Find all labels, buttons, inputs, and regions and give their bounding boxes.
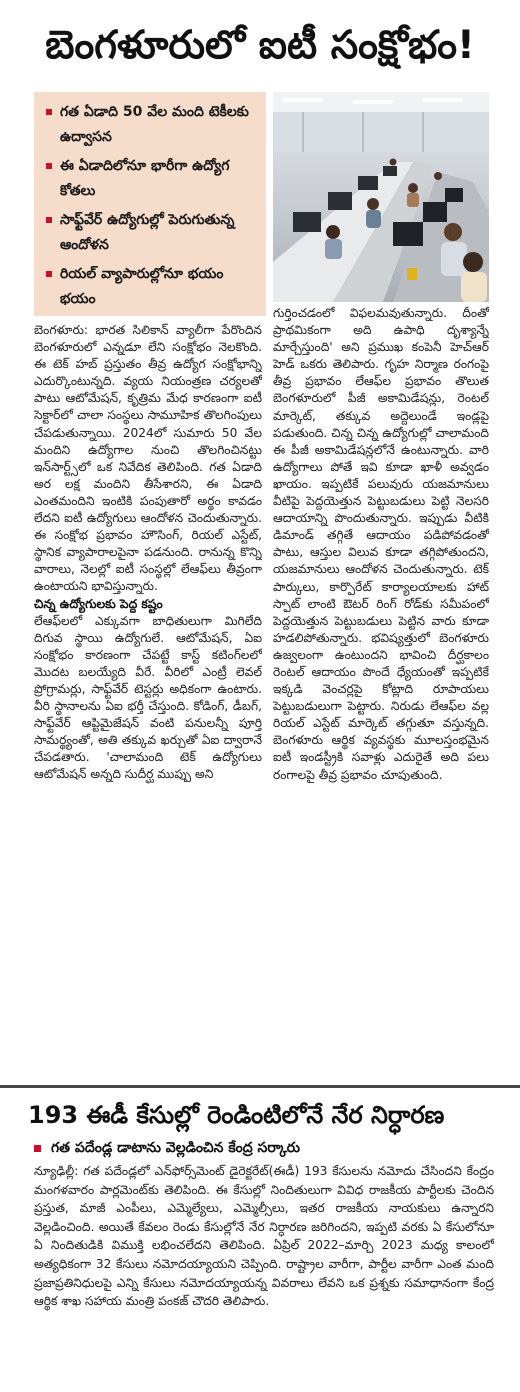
article-subheading: చిన్న ఉద్యోగులకు పెద్ద కష్టం [34,596,163,611]
highlight-item [46,262,258,312]
highlight-text: గత ఏడాది 50 వేల మంది టెకీలకు ఉద్వాసన [60,104,249,145]
highlight-text: ఈ ఏడాదిలోనూ భారీగా ఉద్యోగ కోతలు [60,158,230,199]
bullet-square-icon [34,1145,41,1152]
article-paragraph: లేఆఫ్‌లలో ఎక్కువగా బాధితులుగా మిగిలేది దిగువ స్థాయి ఉద్యోగులే. ఆటోమేషన్, ఏఐ సంక్షోభం కారణంగా చేపట్టే కాస్ట్ కటింగ్‌లలో మొదట బలయ్యేది వీరే. వీరిలో ఎంట్రీ లెవల్ ప్రోగ్రామర్లు, సాఫ్ట్‌వేర్ టెస్టర్లు అధికంగా ఉంటారు. వీరి స్థానాలను ఏఐ భర్తీ చేస్తుంది. కోడింగ్, డీబగ్, సాఫ్ట్‌వేర్ ఆప్టిమైజేషన్ వంటి పనులన్నీ పూర్తి సామర్థ్యంతో, అతి తక్కువ ఖర్చుతో ఏఐ ద్వారానే చేపడతారు. 'చాలామంది టెక్ ఉద్యోగులు ఆటోమేషన్ అన్నది సుదీర్ఘ ముప్పు అని [34,613,262,782]
article2-body: న్యూఢిల్లీ: గత పదేండ్లలో ఎన్‌ఫోర్స్‌మెంట్ డైరెక్టరేట్(ఈడీ) 193 కేసులను నమోదు చేసిందని కేంద్రం మంగళవారం పార్లమెంట్‌కు తెలిపింది. ఈ కేసుల్లో నిందితులుగా వివిధ రాజకీయ పార్టీలకు చెందిన ప్రస్తుత, మాజీ ఎంపీలు, ఎమ్మెల్యేలు, ఎమ్మెల్సీలు, ఇతర రాజకీయ నాయకులు ఉన్నారని వెల్లడించింది. అయితే కేవలం రెండు కేసుల్లోనే నేర నిర్ధారణ జరిగిందని, ఇప్పటి వరకు ఏ కేసులోనూ ఏ నిందితుడికి విముక్తి లభించలేదని తెలిపింది. ఏప్రిల్ 2022–మార్చి 2023 మధ్య కాలంలో అత్యధికంగా 32 కేసులు నమోదయ్యాయని చెప్పింది. రాష్ట్రాల వారీగా, పార్టీల వారీగా ఎంత మంది ప్రజాప్రతినిధులపై ఎన్ని కేసులు నమోదయ్యాయన్న వివరాలు లేవని ఒక ప్రశ్నకు సమాధానంగా కేంద్ర ఆర్థిక శాఖ సహాయ మంత్రి పంకజ్ చౌదరి తెలిపారు. [34,1164,494,1309]
article2-headline: 193 ఈడీ కేసుల్లో రెండింటిలోనే నేర నిర్ధారణ [28,1101,445,1129]
bullet-square-icon [46,217,52,223]
bullet-square-icon [46,271,52,277]
highlight-item [46,208,258,258]
bullet-square-icon [46,163,52,169]
highlight-item [46,154,258,204]
bullet-square-icon [46,109,52,115]
office-photo [273,92,489,302]
article-column-right [273,305,489,1060]
highlights-box [34,92,266,316]
article-column-left [34,322,262,1060]
article-paragraph: గుర్తించడంలో విఫలమవుతున్నారు. దీంతో ప్రాథమికంగా అది ఉపాధి దృశ్యాన్నే మార్చేస్తుంది' అని ప్రముఖ కంపెనీ హెచ్‌ఆర్ హెడ్ ఒకరు తెలిపారు. గృహ నిర్మాణ రంగంపై తీవ్ర ప్రభావం లేఆఫ్‌ల ప్రభావం తొలుత బెంగళూరులో పీజీ అకామిడేషన్లు, రెంటల్ మార్కెట్, తక్కువ అద్దెలుండే ఇండ్లపై పడుతుంది. చిన్న చిన్న ఉద్యోగుల్లో చాలామంది ఈ పీజీ అకామిడేషన్లలోనే ఉంటున్నారు. వారి ఉద్యోగాలు పోతే ఇవి కూడా ఖాళీ అవ్వడం ఖాయం. ఇప్పటికే పలువురు యజమానులు వీటిపై పెద్దయెత్తున పెట్టుబడులు పెట్టి నెలసరి ఆదాయాన్ని పొందుతున్నారు. ఇప్పుడు వీటికి డిమాండ్ తగ్గితే ఆదాయం పడిపోవడంతో పాటు, ఆస్తుల విలువ కూడా తగ్గిపోతుందని, యజమానులు ఆందోళన చెందుతున్నారు. టెక్ పార్కులు, కార్పొరేట్ కార్యాలయాలకు హాట్ స్పాట్ లాంటి ఔటర్ రింగ్ రోడ్‌కు సమీపంలో పెద్దయెత్తున పెట్టుబడులు పెట్టిన వారు కూడా హడలిపోతున్నారు. భవిష్యత్తులో బెంగళూరు ఉజ్వలంగా ఉంటుందని భావించి దీర్ఘకాలం రెంటల్ ఆదాయం పొందే ధ్యేయంతో ఇప్పటికే ఇక్కడి వెంచర్లపై కోట్లాది రూపాయలు పెట్టుబడులుగా పెట్టారు. నిరుడు లేఆఫ్‌ల వల్ల రియల్ ఎస్టేట్ మార్కెట్ తగ్గుతూ వస్తున్నది. బెంగళూరు ఆర్థిక వ్యవస్థకు మూలస్తంభమైన ఐటీ ఇండస్ట్రీకి సవాళ్లు ఎదురైతే అది పలు రంగాలపై తీవ్ర ప్రభావం చూపుతుంది. [273,306,489,782]
article2-subhead [34,1137,494,1159]
article-headline: బెంగళూరులో ఐటీ సంక్షోభం! [45,23,475,68]
article-paragraph: బెంగళూరు: భారత సిలికాన్ వ్యాలీగా పేరొందిన బెంగళూరులో ఎన్నడూ లేని సంక్షోభం నెలకొంది. ఈ టెక్ హబ్ ప్రస్తుతం తీవ్ర ఉద్యోగ సంక్షోభాన్ని ఎదుర్కొంటున్నది. వ్యయ నియంత్రణ చర్యలతో పాటు ఆటోమేషన్, కృత్రిమ మేధ కారణంగా ఐటీ సెక్టార్‌లో చాలా సంస్థలు సామూహిక తొలగింపులు చేపడుతున్నాయి. 2024లో సుమారు 50 వేల మందిని ఉద్యోగాల నుంచి తొలగించినట్టు ఇన్‌సార్ట్స్‌లో ఒక నివేదిక తెలిపింది. గత ఏడాది అర లక్ష మందిని తీసేశారని, ఈ ఏడాది ఎంతమందిని ఇంటికి పంపుతారో అర్థం కావడం లేదని ఐటీ ఉద్యోగులు ఆందోళన చెందుతున్నారు. ఈ సంక్షోభ ప్రభావం హౌసింగ్, రియల్ ఎస్టేట్, స్థానిక వ్యాపారాలపైనా పడనుంది. రానున్న కొన్ని వారాలు, నెలల్లో ఐటీ సంస్థల్లో లేఆఫ్‌లు తీవ్రంగా ఉంటాయని భావిస్తున్నారు. [34,323,262,594]
highlight-item [46,100,258,150]
article2-subhead-text: గత పదేండ్ల డాటాను వెల్లడించిన కేంద్ర సర్కారు [51,1140,300,1156]
highlight-text: సాఫ్ట్‌వేర్ ఉద్యోగుల్లో పెరుగుతున్న ఆందోళన [60,212,235,253]
highlight-text: రియల్ వ్యాపారుల్లోనూ భయం భయం [60,266,224,307]
section-divider [0,1085,520,1088]
office-workers-image [273,92,489,302]
